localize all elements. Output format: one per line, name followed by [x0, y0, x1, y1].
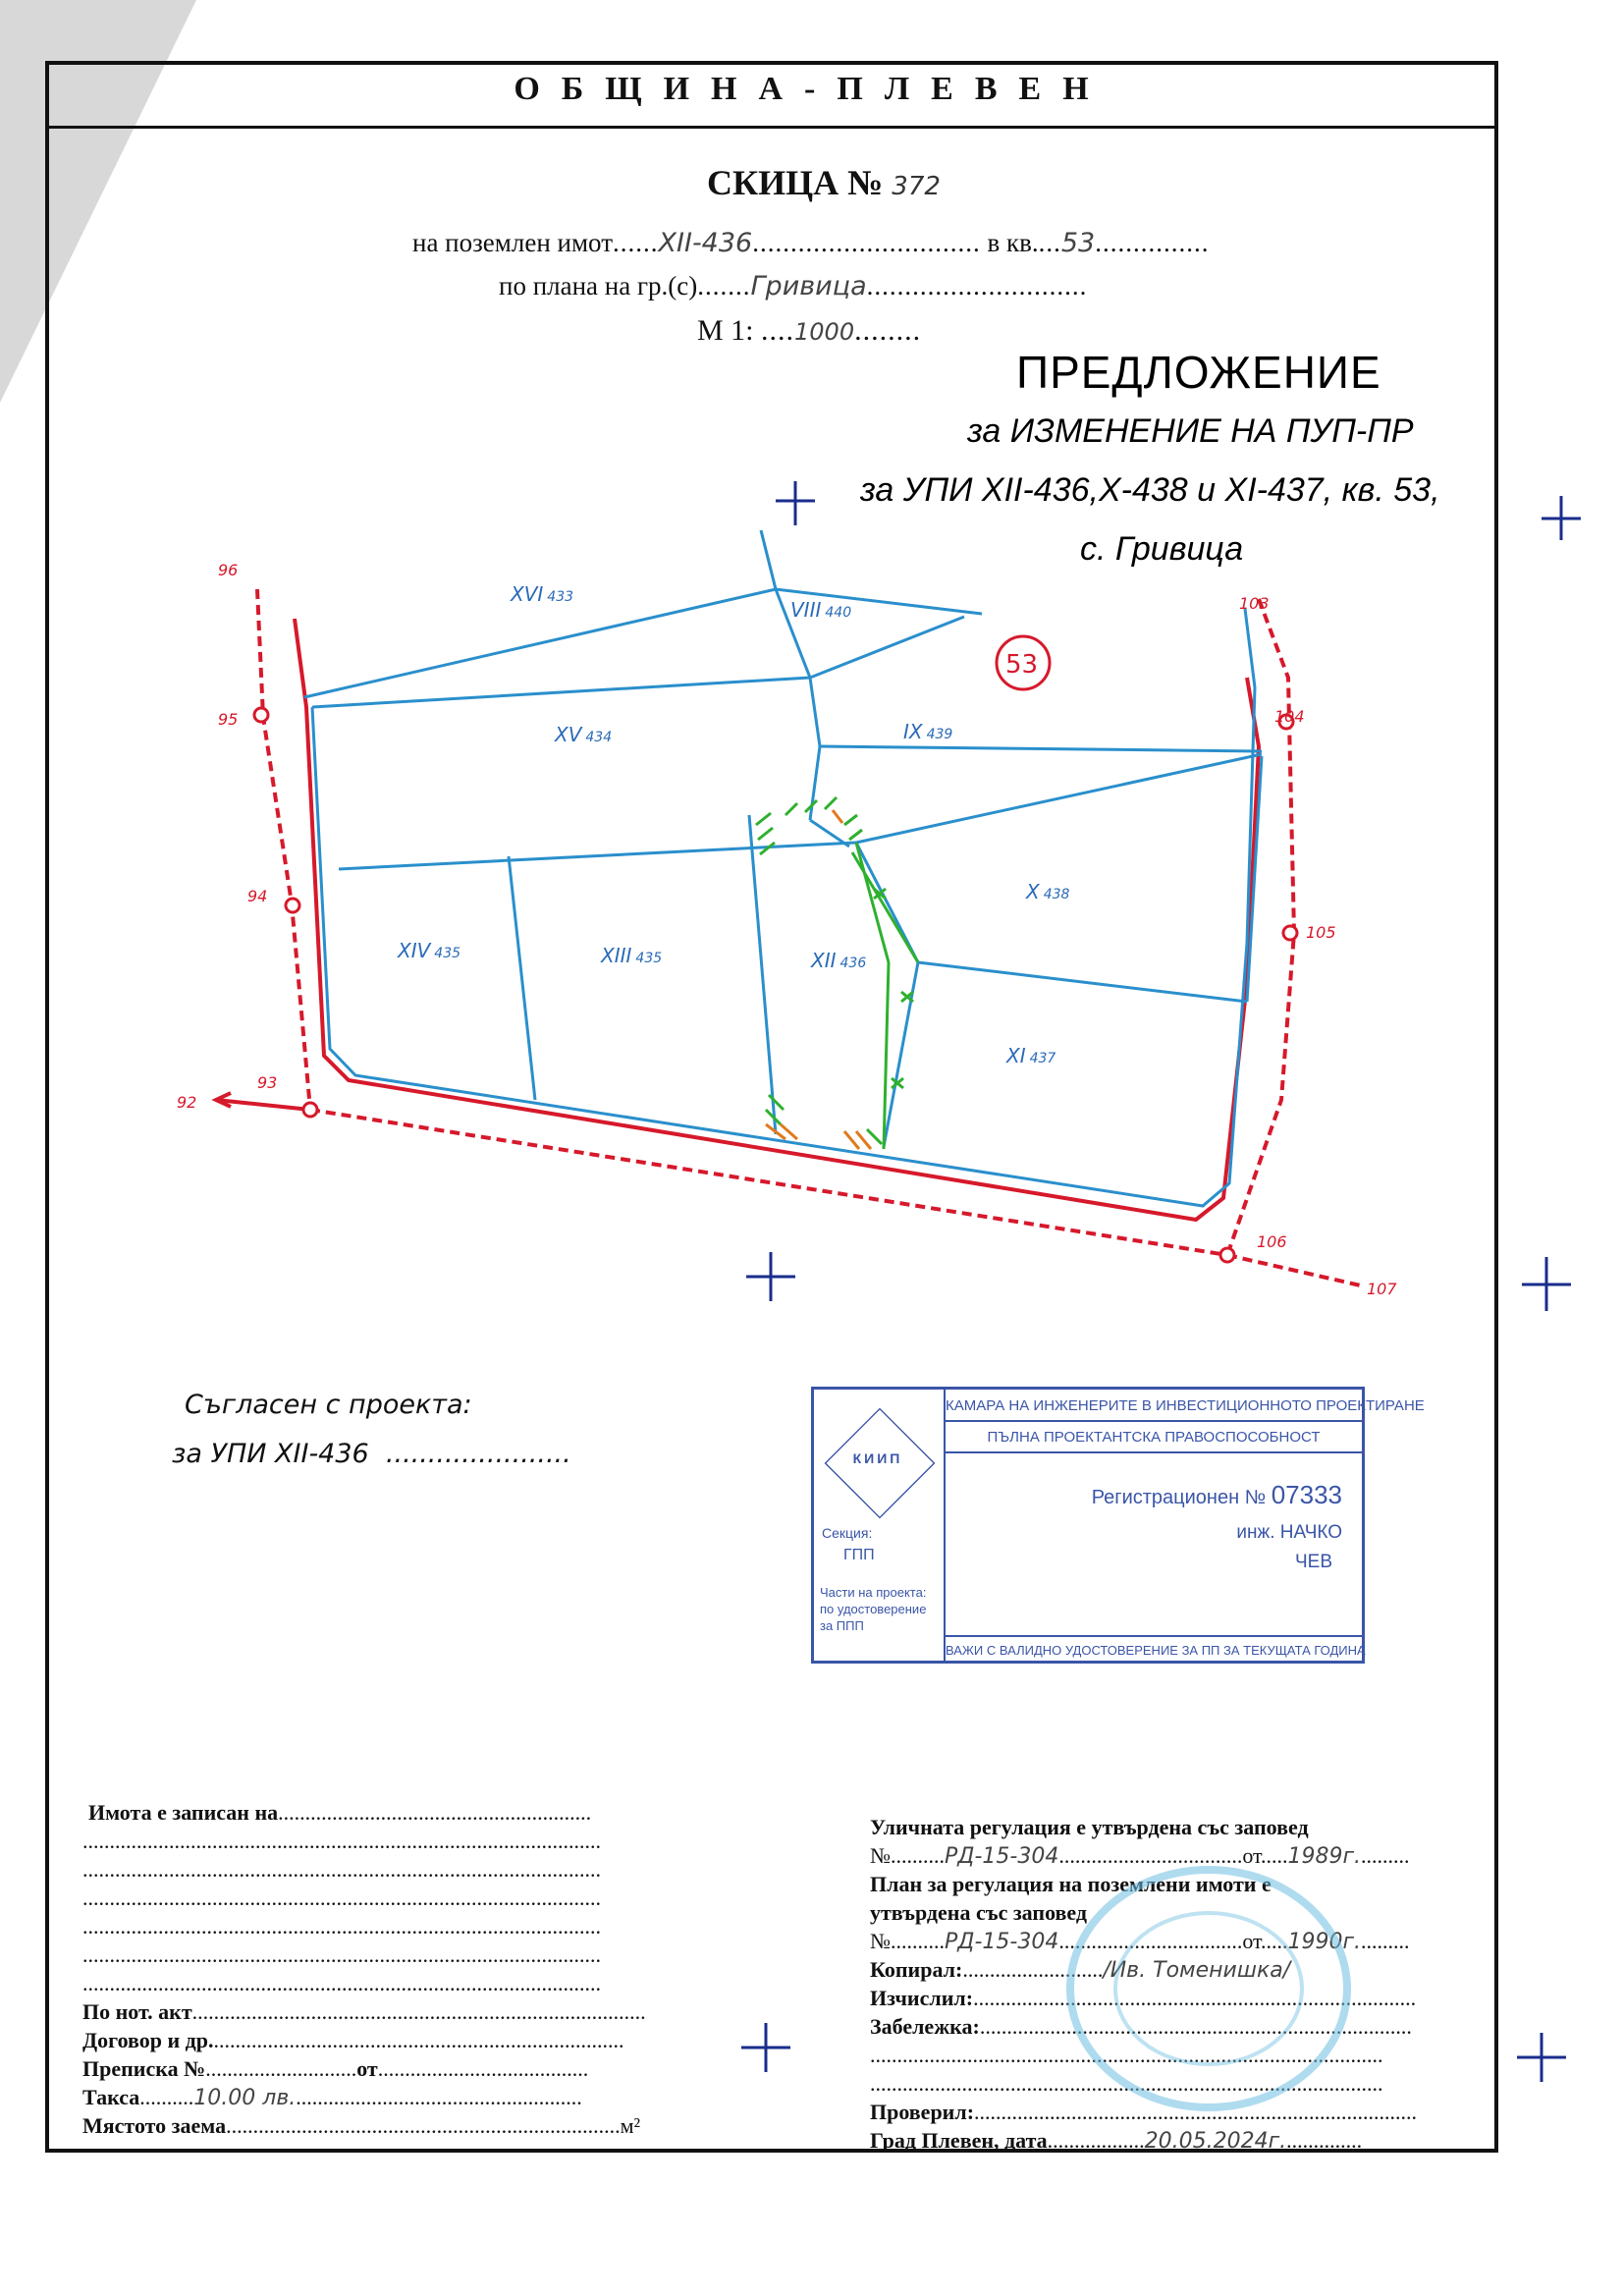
point-numbers — [177, 561, 1397, 1298]
parcel-label-xv: XV 434 — [555, 723, 613, 746]
stamp-validity: ВАЖИ С ВАЛИДНО УДОСТОВЕРЕНИЕ ЗА ПП ЗА ТЕКУЩАТА ГОДИНА — [946, 1635, 1362, 1658]
scale-label: М 1: — [697, 314, 754, 347]
stamp-logo-text: КИИП — [852, 1450, 903, 1466]
registration-crosses — [741, 481, 1581, 2082]
reg-fee: Такса..........10.00 лв...................................................... — [82, 2085, 582, 2110]
reg-notary: По нот. акт.................................................................................... — [82, 1999, 646, 2024]
city-date-line: Град Плевен, дата..................20.05.2024г............... — [870, 2128, 1363, 2154]
proposal-line-3: с. Гривица — [1080, 530, 1244, 568]
note-line: Забележка:................................................................................ — [870, 2014, 1412, 2039]
point-92: 92 — [177, 1093, 197, 1112]
point-103: 103 — [1239, 594, 1270, 613]
parcel-label-xi: XI 437 — [1006, 1044, 1056, 1067]
proposal-line-1: за ИЗМЕНЕНИЕ НА ПУП-ПР — [967, 412, 1414, 450]
parcel-label-xiii: XIII 435 — [601, 944, 663, 967]
reg-blank-3: ................................................................................................ — [82, 1885, 601, 1910]
calculated-line: Изчислил:.................................................................................. — [870, 1986, 1417, 2010]
reg-contract: Договор и др............................................................................. — [82, 2028, 624, 2052]
street-regulation: Уличната регулация е утвърдена със заповед — [870, 1815, 1309, 1839]
stamp-capacity: ПЪЛНА ПРОЕКТАНТСКА ПРАВОСПОСОБНОСТ — [946, 1429, 1362, 1453]
point-96: 96 — [218, 561, 239, 579]
parcel-boundaries — [304, 530, 1262, 1206]
agreement-line-1: Съгласен с проекта: — [185, 1390, 472, 1420]
reg-blank-2: ................................................................................................ — [82, 1857, 601, 1882]
proposal-heading: ПРЕДЛОЖЕНИЕ — [1016, 347, 1381, 398]
note-blank-1: ............................................................................................... — [870, 2043, 1383, 2067]
reg-blank-4: ................................................................................................ — [82, 1914, 601, 1939]
stamp-section-label: Секция: — [822, 1525, 873, 1541]
stamp-left-column — [814, 1390, 946, 1661]
stamp-parts-label: Части на проекта: — [820, 1585, 927, 1600]
property-label: на поземлен имот — [412, 228, 614, 257]
parcel-label-x: X 438 — [1026, 880, 1070, 903]
municipality-title: ОБЩИНА-ПЛЕВЕН — [514, 71, 1110, 107]
stamp-surname: ЧЕВ — [1294, 1552, 1332, 1572]
reg-blank-6: ................................................................................................ — [82, 1971, 601, 1995]
point-93: 93 — [257, 1073, 278, 1092]
point-106: 106 — [1257, 1232, 1287, 1251]
reg-area: Мястото заема.........................................................................м² — [82, 2113, 641, 2138]
property-value: XII-436 — [658, 228, 753, 258]
note-blank-2: ............................................................................................... — [870, 2071, 1383, 2096]
agreement-line-2: за УПИ XII-436 ...................... — [172, 1439, 571, 1469]
proposal-line-2: за УПИ XII-436,X-438 и XI-437, кв. 53, — [860, 471, 1440, 509]
official-seal — [1066, 1866, 1351, 2111]
point-95: 95 — [218, 710, 239, 729]
agreement-parcel: за УПИ XII-436 — [172, 1439, 369, 1469]
point-107: 107 — [1367, 1280, 1397, 1298]
street-regulation-lines — [216, 589, 1365, 1286]
block-label: в кв. — [987, 228, 1039, 257]
stamp-section-value: ГПП — [843, 1547, 875, 1563]
sketch-number: 372 — [892, 172, 941, 201]
scale-value: 1000 — [794, 318, 855, 346]
point-105: 105 — [1306, 923, 1336, 942]
checked-line: Проверил:.................................................................................. — [870, 2100, 1418, 2124]
plan-regulation-1: План за регулация на поземлени имоти е — [870, 1872, 1272, 1896]
stamp-registration — [946, 1480, 1362, 1510]
reg-recorded: Имота е записан на.......................................................... — [88, 1800, 592, 1825]
parcel-labels — [397, 582, 1070, 1067]
order-line-2: №..........РД-15-304..................................от.....1990г.......... — [870, 1929, 1410, 1954]
reg-blank-1: ................................................................................................ — [82, 1829, 601, 1853]
block-number: 53 — [1005, 650, 1039, 680]
parcel-label-xiv: XIV 435 — [398, 939, 461, 962]
stamp-parts-value: по удостоверение за ППП — [820, 1602, 927, 1633]
plan-regulation-2: утвърдена със заповед — [870, 1900, 1087, 1925]
parcel-label-xii: XII 436 — [811, 949, 867, 972]
property-line: на поземлен имот......XII-436.............................. в кв....53............... — [412, 228, 1210, 258]
copied-line: Копирал:........................../Ив. Томенишка/ — [870, 1957, 1291, 1983]
reg-blank-5: ................................................................................................ — [82, 1942, 601, 1967]
reg-letter: Преписка №............................от....................................... — [82, 2056, 589, 2081]
parcel-label-viii: VIII 440 — [790, 598, 852, 622]
scale-line: М 1: ....1000........ — [697, 314, 922, 347]
parcel-label-ix: IX 439 — [903, 720, 953, 743]
point-104: 104 — [1274, 707, 1305, 726]
plan-line: по плана на гр.(с).......Гривица............................. — [499, 271, 1088, 301]
block-value: 53 — [1060, 228, 1096, 258]
plan-value: Гривица — [750, 271, 867, 301]
parcel-label-xvi: XVI 433 — [511, 582, 574, 606]
point-94: 94 — [247, 887, 268, 905]
hatch-marks-orange — [766, 810, 871, 1149]
stamp-reg-label: Регистрационен № — [1091, 1487, 1267, 1508]
stamp-reg-number: 07333 — [1271, 1480, 1342, 1509]
engineer-stamp — [811, 1387, 1425, 1664]
stamp-engineer: инж. НАЧКО — [1236, 1522, 1342, 1543]
sketch-title-label: СКИЦА № — [707, 163, 884, 202]
plan-label: по плана на гр.(с) — [499, 271, 698, 301]
survey-points — [254, 708, 1297, 1262]
stamp-chamber: КАМАРА НА ИНЖЕНЕРИТЕ В ИНВЕСТИЦИОННОТО ПРОЕКТИРАНЕ — [946, 1397, 1362, 1422]
order-line-1: №..........РД-15-304..................................от.....1989г.......... — [870, 1843, 1410, 1869]
